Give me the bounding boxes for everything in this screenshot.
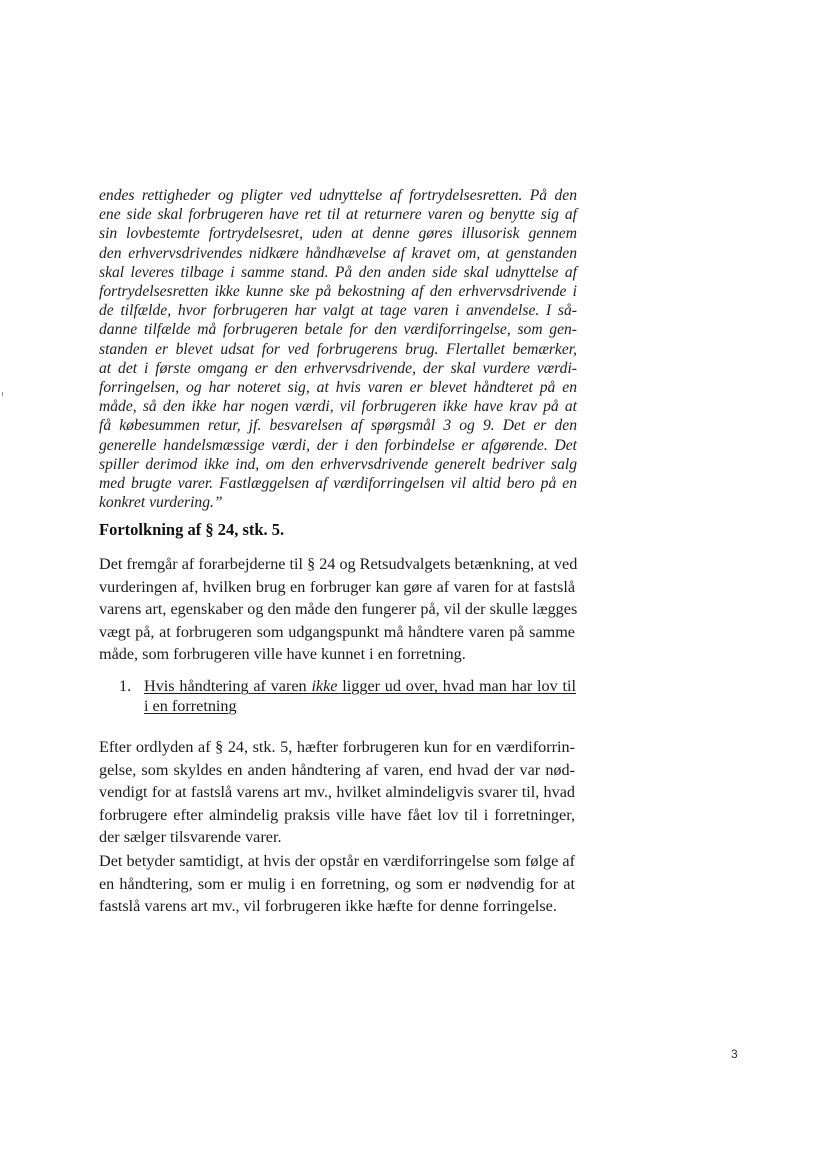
paragraph-line: Efter ordlyden af § 24, stk. 5, hæfter forbrugeren kun for en værdiforrin- xyxy=(99,738,575,756)
quoted-passage xyxy=(99,186,577,512)
paragraph-line: vægt på, at forbrugeren som udgangspunkt må håndtere varen på samme xyxy=(99,622,575,641)
quote-line: spiller derimod ikke ind, om den erhvervsdrivende generelt bedriver salg xyxy=(99,455,577,473)
section-heading: Fortolkning af § 24, stk. 5. xyxy=(99,520,285,539)
quote-line: få købesummen retur, jf. besvarelsen af spørgsmål 3 og 9. Det er den xyxy=(99,417,577,435)
list-item-text xyxy=(144,676,576,716)
paragraph-line: fastslå varens art mv., vil forbrugeren ikke hæfte for denne forringelse. xyxy=(99,897,557,916)
quote-line: den erhvervsdrivendes nidkære håndhævelse af kravet om, at genstanden xyxy=(99,244,577,262)
quote-line: at det i første omgang er den erhvervsdrivende, der skal vurdere værdi- xyxy=(99,359,577,377)
margin-mark xyxy=(2,392,3,396)
list-item-line xyxy=(144,676,576,696)
paragraph-line: Det fremgår af forarbejderne til § 24 og Retsudvalgets betænkning, at ved xyxy=(99,555,578,573)
paragraph-3 xyxy=(99,850,575,918)
paragraph-line: der sælger tilsvarende varer. xyxy=(99,828,282,847)
paragraph-line: gelse, som skyldes en anden håndtering af varen, end hvad der var nød- xyxy=(99,760,575,779)
quote-line: måde, så den ikke har nogen værdi, vil forbrugeren ikke have krav på at xyxy=(99,398,577,416)
paragraph-line: en håndtering, som er mulig i en forretning, og som er nødvendig for at xyxy=(99,874,575,893)
quote-line: skal leveres tilbage i samme stand. På den anden side skal udnyttelse af xyxy=(99,263,577,281)
quote-line: sin lovbestemte fortrydelsesret, uden at denne gøres illusorisk gennem xyxy=(99,225,577,243)
quote-line: konkret vurdering.” xyxy=(99,494,223,512)
paragraph-1 xyxy=(99,553,578,666)
quote-line: med brugte varer. Fastlæggelsen af værdiforringelsen vil altid bero på en xyxy=(99,475,577,493)
paragraph-line: Det betyder samtidigt, at hvis der opstår en værdiforringelse som følge af xyxy=(99,852,575,870)
paragraph-line: varens art, egenskaber og den måde den fungerer på, vil der skulle lægges xyxy=(99,600,578,619)
paragraph-line: vurderingen af, hvilken brug en forbruger kan gøre af varen for at fastslå xyxy=(99,577,575,596)
page-number: 3 xyxy=(731,1047,738,1061)
quote-line: endes rettigheder og pligter ved udnyttelse af fortrydelsesretten. På den xyxy=(99,187,577,204)
quote-line: forringelsen, og har noteret sig, at hvis varen er blevet håndteret på en xyxy=(99,379,577,397)
list-text-after: ligger ud over, hvad man har lov til xyxy=(337,677,576,695)
quote-line: fortrydelsesretten ikke kunne ske på bekostning af den erhvervsdrivende i xyxy=(99,283,577,301)
paragraph-line: måde, som forbrugeren ville have kunnet i en forretning. xyxy=(99,645,466,664)
paragraph-line: vendigt for at fastslå varens art mv., hvilket almindeligvis svarer til, hvad xyxy=(99,783,575,802)
list-number: 1. xyxy=(119,677,132,695)
list-item-line: i en forretning xyxy=(144,697,237,715)
quote-line: danne tilfælde må forbrugeren betale for den værdiforringelse, som gen- xyxy=(99,321,577,339)
quote-line: ene side skal forbrugeren have ret til at returnere varen og benytte sig af xyxy=(99,206,577,224)
paragraph-line: forbrugere efter almindelig praksis ville have fået lov til i forretninger, xyxy=(99,805,575,824)
quote-line: de tilfælde, hvor forbrugeren har valgt at tage varen i anvendelse. I så- xyxy=(99,302,577,320)
quote-line: generelle handelsmæssige værdi, der i den forbindelse er afgørende. Det xyxy=(99,436,577,454)
quote-line: standen er blevet udsat for ved forbrugerens brug. Flertallet bemærker, xyxy=(99,340,577,358)
paragraph-2 xyxy=(99,736,575,849)
list-text-emphasis: ikke xyxy=(311,677,338,695)
list-text-before: Hvis håndtering af varen xyxy=(144,677,312,695)
